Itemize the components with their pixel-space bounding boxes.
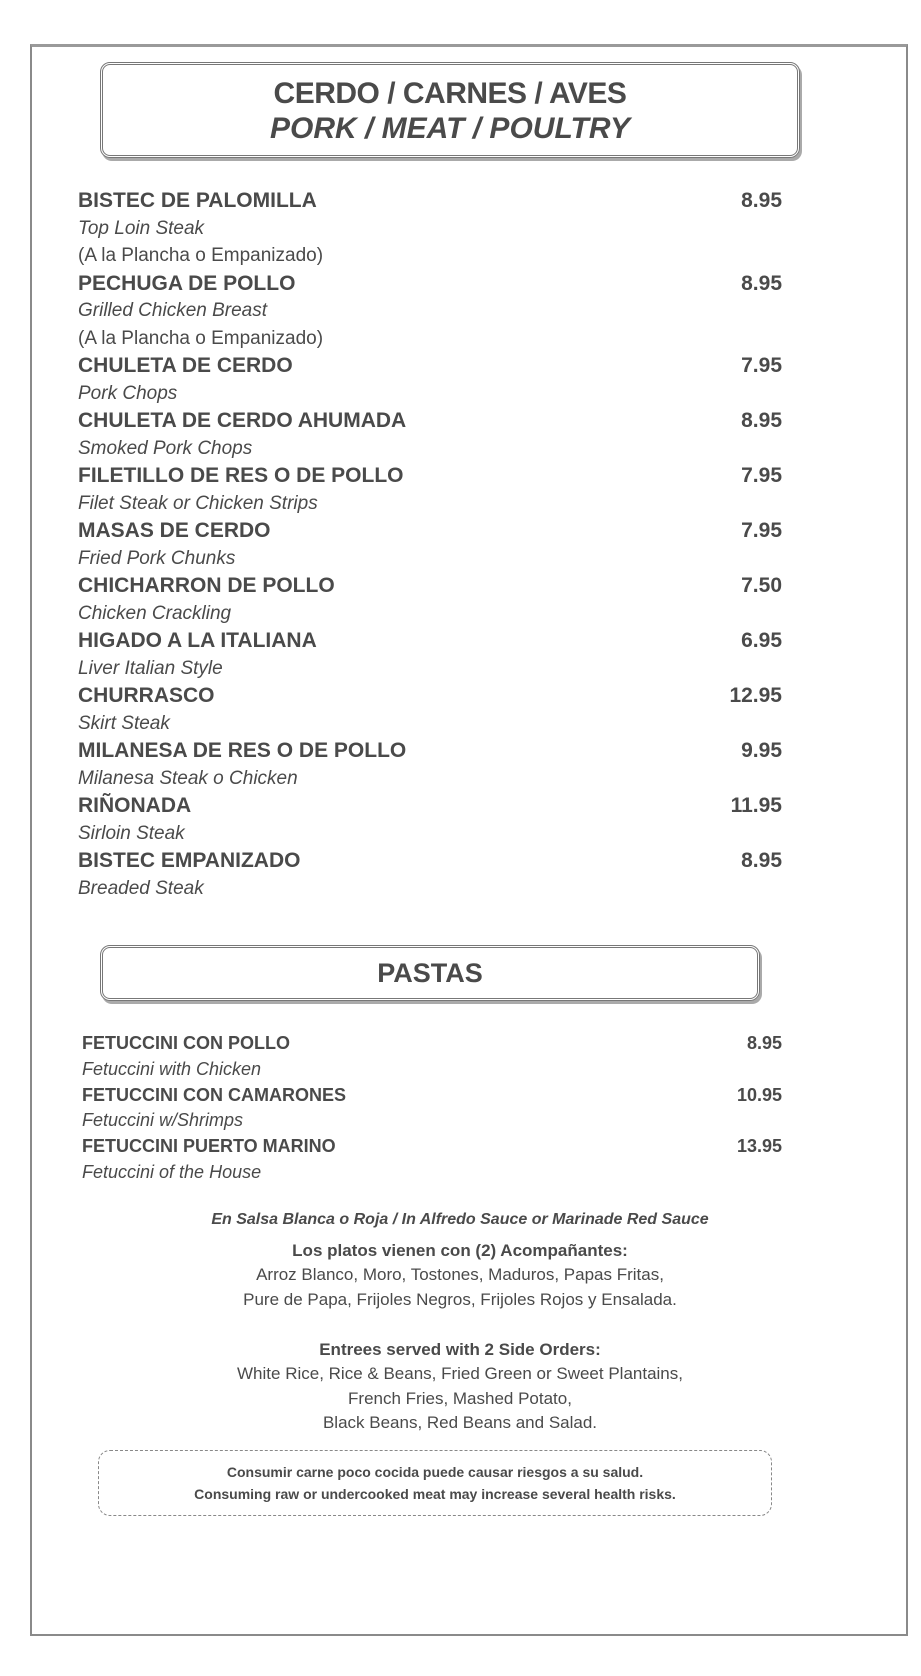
- item-name: BISTEC EMPANIZADO: [78, 849, 301, 872]
- item-price: 13.95: [736, 1136, 782, 1157]
- pasta-items-list: [82, 1031, 782, 1186]
- item-name: MILANESA DE RES O DE POLLO: [78, 739, 407, 762]
- section-header-pork-meat-poultry: [100, 62, 800, 158]
- item-name: FETUCCINI PUERTO MARINO: [82, 1136, 336, 1157]
- item-price: 6.95: [741, 629, 782, 652]
- disclaimer-english: Consuming raw or undercooked meat may increase several health risks.: [194, 1486, 676, 1502]
- section-header-pastas: [100, 945, 760, 1001]
- sides-heading-english: Entrees served with 2 Side Orders:: [319, 1340, 601, 1359]
- menu-item: [78, 407, 782, 462]
- item-price: 8.95: [746, 1033, 782, 1053]
- item-description: Fried Pork Chunks: [78, 547, 236, 569]
- item-description: Sirloin Steak: [78, 822, 185, 844]
- sauce-note: En Salsa Blanca o Roja / In Alfredo Sauce or Marinade Red Sauce: [211, 1211, 709, 1228]
- meat-items-list: [78, 187, 782, 902]
- item-name: FETUCCINI CON POLLO: [82, 1033, 290, 1053]
- menu-item: [82, 1031, 782, 1083]
- menu-item: [78, 462, 782, 517]
- item-price: 7.50: [741, 574, 782, 597]
- health-disclaimer: [98, 1450, 772, 1516]
- item-name: CHULETA DE CERDO AHUMADA: [78, 409, 407, 432]
- item-preparation: (A la Plancha o Empanizado): [78, 245, 324, 266]
- item-description: Pork Chops: [78, 382, 178, 404]
- menu-item: [78, 187, 782, 270]
- item-price: 7.95: [741, 519, 782, 542]
- menu-item: [82, 1083, 782, 1135]
- item-name: CHULETA DE CERDO: [78, 354, 293, 377]
- section-title-english: PORK / MEAT / POULTRY: [269, 112, 630, 145]
- item-description: Liver Italian Style: [78, 657, 223, 679]
- sides-line: White Rice, Rice & Beans, Fried Green or Sweet Plantains,: [237, 1364, 683, 1383]
- item-description: Milanesa Steak o Chicken: [78, 767, 298, 789]
- menu-item: [78, 847, 782, 902]
- sides-line: Arroz Blanco, Moro, Tostones, Maduros, Papas Fritas,: [256, 1265, 664, 1284]
- item-price: 12.95: [729, 684, 782, 707]
- item-name: FETUCCINI CON CAMARONES: [82, 1084, 346, 1105]
- item-description: Fetuccini w/Shrimps: [82, 1110, 244, 1131]
- item-name: PECHUGA DE POLLO: [78, 271, 296, 295]
- sides-heading-spanish: Los platos vienen con (2) Acompañantes:: [292, 1241, 628, 1260]
- item-price: 8.95: [741, 849, 782, 872]
- menu-item: [78, 627, 782, 682]
- item-preparation: (A la Plancha o Empanizado): [78, 327, 324, 349]
- item-price: 8.95: [741, 409, 782, 432]
- item-description: Grilled Chicken Breast: [78, 300, 268, 321]
- item-price: 7.95: [741, 464, 782, 487]
- item-name: RIÑONADA: [78, 794, 192, 817]
- item-name: MASAS DE CERDO: [78, 519, 271, 542]
- item-description: Top Loin Steak: [78, 217, 205, 239]
- item-name: CHICHARRON DE POLLO: [78, 574, 335, 597]
- item-description: Chicken Crackling: [78, 602, 232, 624]
- item-price: 9.95: [741, 739, 782, 762]
- item-description: Fetuccini with Chicken: [82, 1058, 262, 1079]
- sides-line: Pure de Papa, Frijoles Negros, Frijoles Rojos y Ensalada.: [243, 1289, 677, 1309]
- item-price: 8.95: [741, 189, 782, 212]
- item-description: Skirt Steak: [78, 712, 170, 734]
- item-price: 7.95: [741, 354, 782, 377]
- item-description: Smoked Pork Chops: [78, 437, 253, 459]
- item-name: FILETILLO DE RES O DE POLLO: [78, 464, 404, 487]
- sides-line: French Fries, Mashed Potato,: [348, 1388, 572, 1408]
- item-description: Filet Steak or Chicken Strips: [78, 492, 318, 514]
- menu-item: [78, 737, 782, 792]
- disclaimer-spanish: Consumir carne poco cocida puede causar riesgos a su salud.: [226, 1464, 644, 1480]
- menu-item: [78, 352, 782, 407]
- item-description: Fetuccini of the House: [82, 1161, 262, 1182]
- section-title: PASTAS: [377, 958, 483, 988]
- item-name: CHURRASCO: [78, 684, 215, 707]
- menu-item: [82, 1134, 782, 1186]
- sides-line: Black Beans, Red Beans and Salad.: [322, 1413, 598, 1432]
- side-orders-notes: [110, 1207, 810, 1436]
- menu-item: [78, 270, 782, 353]
- menu-item: [78, 572, 782, 627]
- item-name: BISTEC DE PALOMILLA: [78, 189, 317, 212]
- item-name: HIGADO A LA ITALIANA: [78, 629, 317, 652]
- item-price: 8.95: [741, 271, 782, 295]
- menu-item: [78, 517, 782, 572]
- item-price: 10.95: [736, 1084, 782, 1105]
- section-title-spanish: CERDO / CARNES / AVES: [273, 77, 627, 110]
- menu-item: [78, 682, 782, 737]
- item-description: Breaded Steak: [78, 877, 204, 899]
- menu-item: [78, 792, 782, 847]
- item-price: 11.95: [730, 794, 782, 817]
